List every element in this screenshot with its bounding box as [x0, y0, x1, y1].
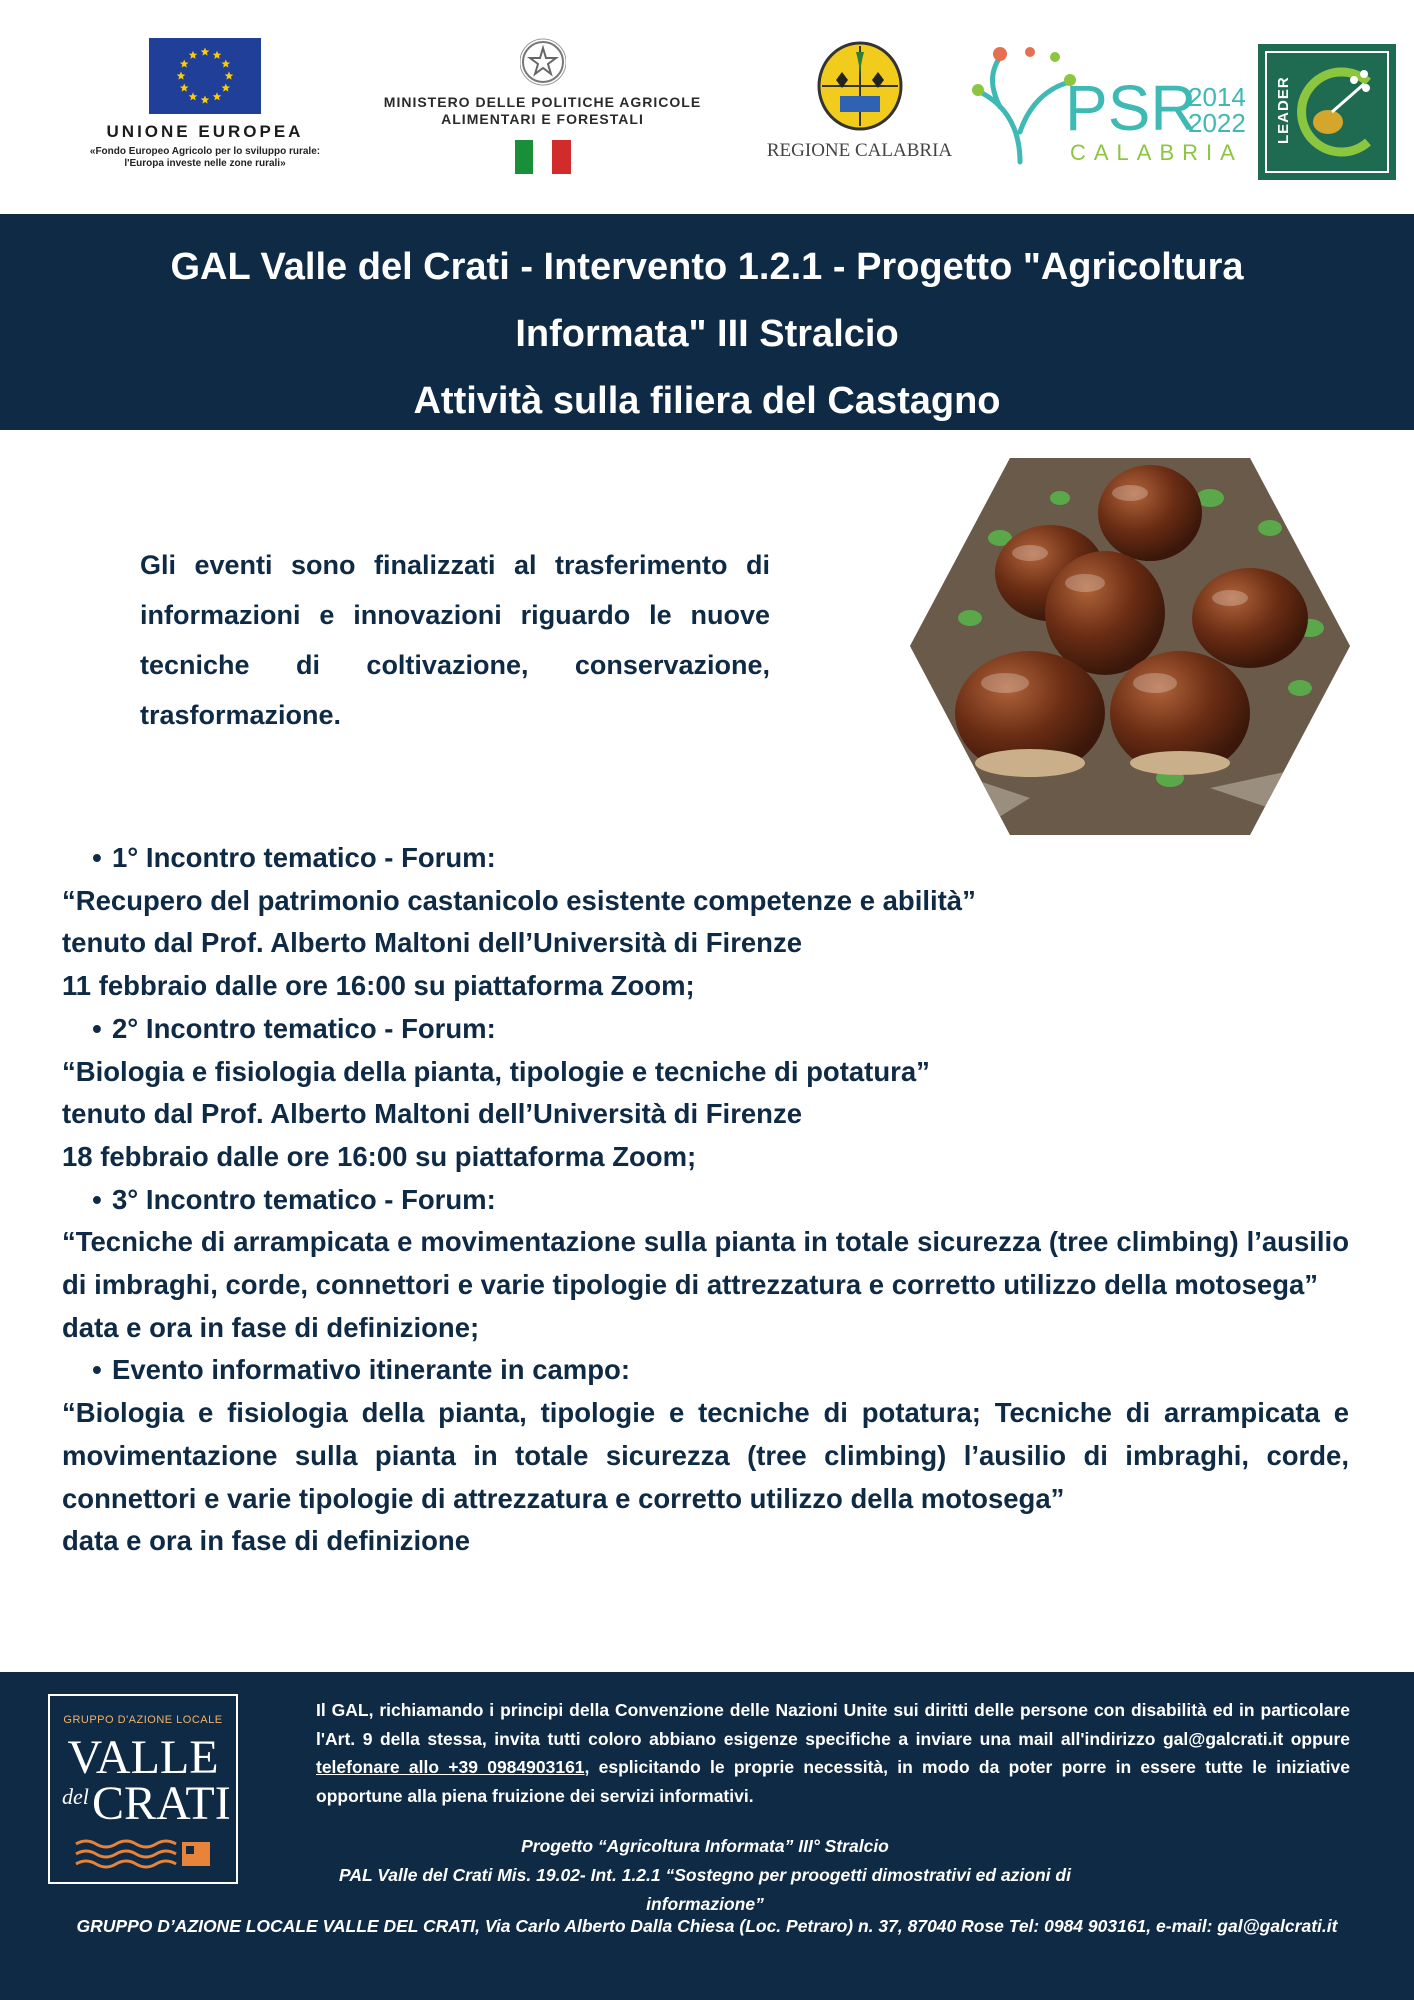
intro-paragraph: Gli eventi sono finalizzati al trasferimento di informazioni e innovazioni riguardo le nuove tecniche di coltivazione, conservazione, trasformazione.	[140, 550, 770, 730]
eu-star-icon	[180, 84, 189, 92]
italian-flag-icon	[515, 140, 571, 174]
event-1-title: • 1° Incontro tematico - Forum:	[62, 837, 1349, 880]
leader-logo	[1258, 44, 1396, 180]
event-4-topic: “Biologia e fisiologia della pianta, tipologie e tecniche di potatura; Tecniche di arrampicata e movimentazione sulla pianta in totale sicurezza (tree climbing) l’ausilio di imbraghi, corde, connettori e varie tipologie di attrezzatura e corretto utilizzo della motosega”	[62, 1397, 1349, 1514]
eu-star-icon	[201, 96, 210, 104]
eu-star-icon	[180, 60, 189, 68]
eu-logo	[60, 38, 350, 188]
title-line2: Informata" III Stralcio	[515, 313, 899, 355]
calabria-shield-icon	[816, 40, 904, 132]
eu-star-icon	[177, 72, 186, 80]
event-4-when: data e ora in fase di definizione	[62, 1525, 471, 1557]
footer	[0, 1672, 1414, 2000]
title-line3: Attività sulla filiera del Castagno	[413, 380, 1001, 422]
eu-star-icon	[213, 51, 222, 59]
disability-notice	[316, 1696, 1350, 1810]
gal-logo-valle: VALLE	[67, 1731, 219, 1784]
eu-star-icon	[189, 51, 198, 59]
regione-calabria-logo	[752, 40, 967, 170]
gal-valle-crati-logo	[48, 1694, 238, 1884]
wave-train-icon	[74, 1836, 214, 1870]
psr-acronym: PSR	[1065, 72, 1197, 144]
event-item-2	[62, 1008, 1349, 1179]
ministry-line2: ALIMENTARI E FORESTALI	[441, 111, 644, 127]
event-2-title: • 2° Incontro tematico - Forum:	[62, 1008, 1349, 1051]
gal-address: GRUPPO D’AZIONE LOCALE VALLE DEL CRATI, Via Carlo Alberto Dalla Chiesa (Loc. Petraro) n. 37, 87040 Rose Tel: 0984 903161, e-mail: gal@galcrati.it	[76, 1916, 1338, 1936]
project-info	[290, 1832, 1120, 1919]
title-line1: GAL Valle del Crati - Intervento 1.2.1 - Progetto "Agricoltura	[170, 246, 1244, 288]
event-2-topic: “Biologia e fisiologia della pianta, tipologie e tecniche di potatura”	[62, 1055, 930, 1087]
leader-label: LEADER	[1275, 76, 1292, 144]
event-1-when: 11 febbraio dalle ore 16:00 su piattaforma Zoom;	[62, 970, 695, 1002]
ministry-line1: MINISTERO DELLE POLITICHE AGRICOLE	[383, 94, 702, 110]
event-3-when: data e ora in fase di definizione;	[62, 1311, 480, 1343]
region-name: REGIONE CALABRIA	[766, 140, 953, 161]
psr-years-bottom: 2022	[1188, 108, 1246, 138]
psr-region: CALABRIA	[1070, 140, 1243, 165]
logo-strip	[0, 0, 1414, 212]
ministry-logo	[345, 36, 740, 186]
eu-flag-icon	[149, 38, 261, 114]
eu-fondo-line1: «Fondo Europeo Agricolo per lo sviluppo rurale:	[89, 146, 321, 157]
event-2-speaker: tenuto dal Prof. Alberto Maltoni dell’Università di Firenze	[62, 1098, 803, 1130]
eu-star-icon	[189, 92, 198, 100]
event-1-speaker: tenuto dal Prof. Alberto Maltoni dell’Università di Firenze	[62, 927, 803, 959]
eu-star-icon	[201, 48, 210, 56]
project-line1: Progetto “Agricoltura Informata” III° Stralcio	[521, 1836, 889, 1856]
psr-years-top: 2014	[1188, 82, 1246, 112]
chestnuts-photo	[910, 458, 1350, 835]
event-2-when: 18 febbraio dalle ore 16:00 su piattaforma Zoom;	[62, 1140, 697, 1172]
event-1-topic: “Recupero del patrimonio castanicolo esistente competenze e abilità”	[62, 884, 976, 916]
event-list	[62, 837, 1349, 1563]
disability-text-end: , esplicitando le proprie necessità, in modo da poter porre in essere tutte le iniziative opportune alla piena fruizione dei servizi informativi.	[316, 1757, 1351, 1806]
eu-star-icon	[222, 84, 231, 92]
gal-logo-top: GRUPPO D'AZIONE LOCALE	[63, 1714, 223, 1726]
ministry-name	[345, 94, 740, 128]
project-line2: PAL Valle del Crati Mis. 19.02- Int. 1.2.1 “Sostegno per proogetti dimostrativi ed azioni di informazione”	[339, 1865, 1071, 1914]
eu-star-icon	[225, 72, 234, 80]
event-item-4	[62, 1349, 1349, 1563]
disability-text-start: Il GAL, richiamando i principi della Convenzione delle Nazioni Unite sui diritti delle persone con disabilità ed in particolare l'Art. 9 della stessa, invita tutti coloro abbiano esigenze specifiche a inviare una mail all'indirizzo gal@galcrati.it oppure	[316, 1700, 1350, 1749]
eu-name: UNIONE EUROPEA	[106, 122, 304, 141]
event-3-title: • 3° Incontro tematico - Forum:	[62, 1179, 1349, 1222]
gal-logo-crati: CRATI	[92, 1777, 231, 1830]
eu-star-icon	[222, 60, 231, 68]
title-band	[0, 214, 1414, 430]
italian-emblem-icon	[520, 36, 566, 88]
eu-fondo-text	[60, 146, 350, 170]
event-3-topic: “Tecniche di arrampicata e movimentazione sulla pianta in totale sicurezza (tree climbing) l’ausilio di imbraghi, corde, connettori e varie tipologie di attrezzatura e corretto utilizzo della motosega”	[62, 1226, 1349, 1301]
eu-star-icon	[213, 92, 222, 100]
eu-fondo-line2: l'Europa investe nelle zone rurali»	[124, 158, 286, 169]
psr-calabria-logo	[960, 32, 1260, 182]
event-4-title: • Evento informativo itinerante in campo:	[62, 1349, 1349, 1392]
gal-logo-del: del	[62, 1784, 89, 1809]
phone-link[interactable]: telefonare allo +39 0984903161	[316, 1757, 585, 1777]
event-item-3	[62, 1179, 1349, 1350]
event-item-1	[62, 837, 1349, 1008]
